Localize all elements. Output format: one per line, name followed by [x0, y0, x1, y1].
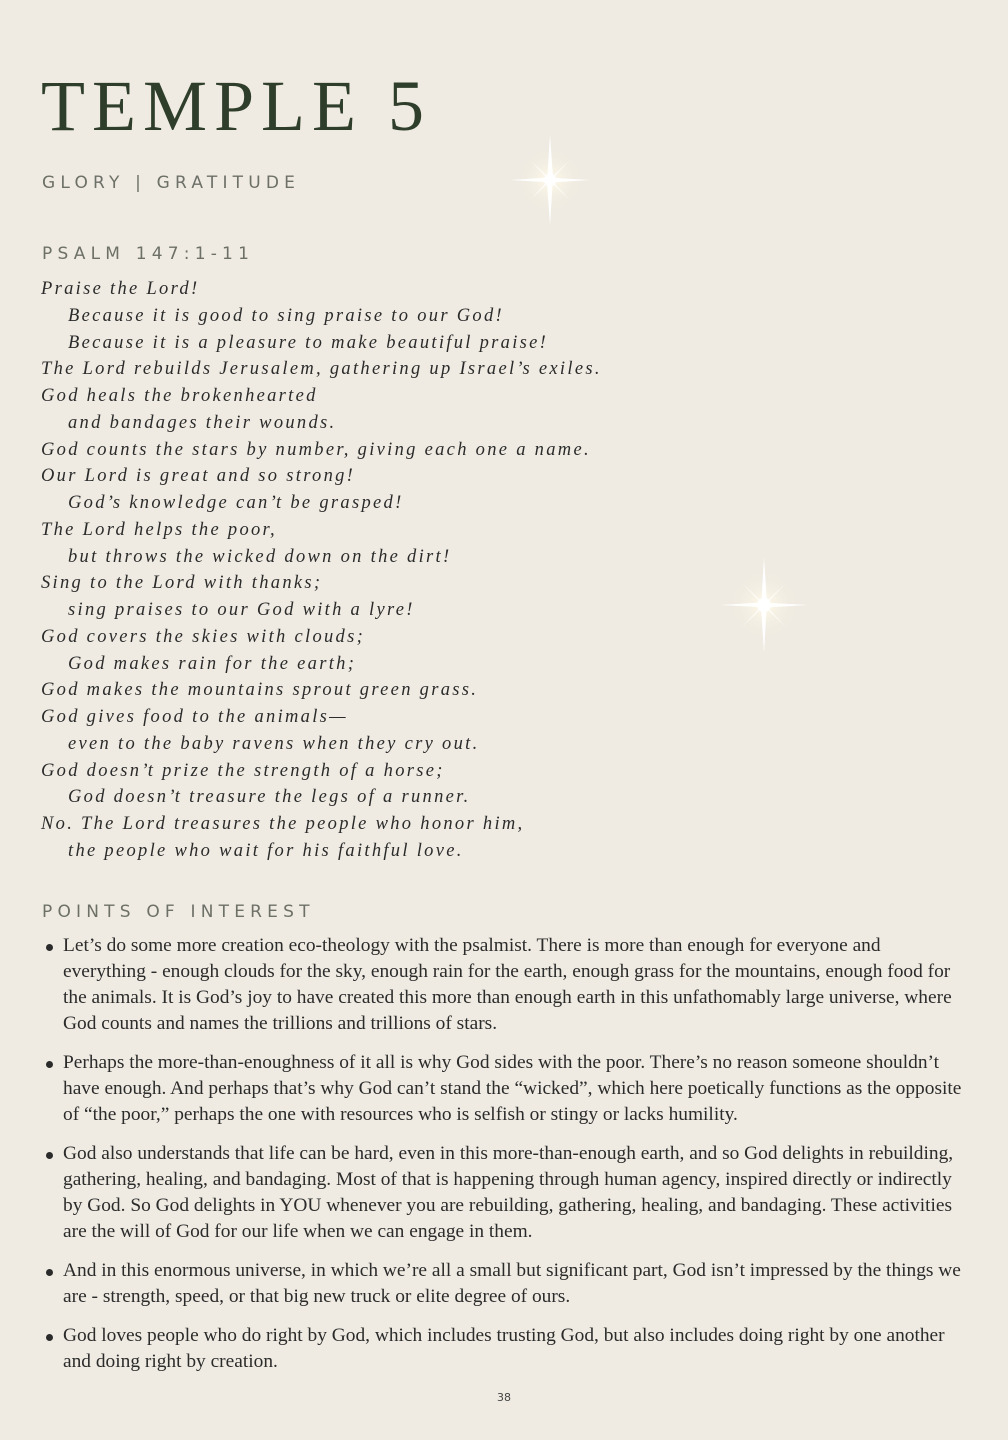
- psalm-line: The Lord rebuilds Jerusalem, gathering up Israel’s exiles.: [41, 359, 602, 380]
- points-of-interest-list: [63, 933, 968, 1388]
- psalm-line: God’s knowledge can’t be grasped!: [68, 493, 404, 513]
- bullet-icon: [46, 1152, 53, 1159]
- psalm-line: God makes rain for the earth;: [68, 653, 357, 674]
- psalm-line: God counts the stars by number, giving each one a name.: [41, 439, 591, 460]
- psalm-line: even to the baby ravens when they cry out.: [68, 733, 480, 754]
- psalm-line: Sing to the Lord with thanks;: [41, 573, 323, 594]
- psalm-line: God doesn’t treasure the legs of a runner.: [68, 787, 471, 808]
- list-item-text: God loves people who do right by God, which includes trusting God, but also includes doing right by one another and doing right by creation.: [63, 1325, 945, 1372]
- psalm-line: God heals the brokenhearted: [41, 386, 318, 406]
- bullet-icon: [46, 1061, 53, 1068]
- list-item-text: Let’s do some more creation eco-theology with the psalmist. There is more than enough for everyone and everything - enough clouds for the sky, enough rain for the earth, enough grass for the mountains, enough food for the animals. It is God’s joy to have created this more than enough earth in this unfathomably large universe, where God counts and names the trillions and trillions of stars.: [63, 935, 952, 1034]
- list-item: [63, 1050, 968, 1128]
- psalm-line: the people who wait for his faithful love.: [68, 840, 464, 861]
- page-number: 38: [497, 1391, 511, 1404]
- psalm-text: [41, 276, 602, 865]
- psalm-line: God covers the skies with clouds;: [41, 626, 366, 647]
- psalm-line: God doesn’t prize the strength of a horse;: [41, 760, 445, 781]
- page-subtitle: GLORY | GRATITUDE: [42, 173, 301, 193]
- sparkle-star-icon: [694, 535, 834, 675]
- psalm-line: Because it is good to sing praise to our God!: [68, 305, 504, 326]
- list-item: [63, 1323, 968, 1375]
- psalm-line: Because it is a pleasure to make beautiful praise!: [68, 332, 549, 353]
- list-item: [63, 933, 968, 1037]
- psalm-line: Praise the Lord!: [41, 279, 200, 299]
- points-of-interest-heading: POINTS OF INTEREST: [42, 902, 315, 922]
- list-item-text: And in this enormous universe, in which we’re all a small but significant part, God isn’t impressed by the things we are - strength, speed, or that big new truck or elite degree of ours.: [63, 1260, 961, 1307]
- psalm-line: God gives food to the animals—: [41, 707, 348, 727]
- psalm-line: but throws the wicked down on the dirt!: [68, 546, 452, 567]
- list-item: [63, 1258, 968, 1310]
- list-item-text: Perhaps the more-than-enoughness of it all is why God sides with the poor. There’s no reason someone shouldn’t have enough. And perhaps that’s why God can’t stand the “wicked”, which here poetically functions as the opposite of “the poor,” perhaps the one with resources who is selfish or stingy or lacks humility.: [63, 1052, 962, 1125]
- bullet-icon: [46, 944, 53, 951]
- psalm-line: Our Lord is great and so strong!: [41, 466, 356, 487]
- list-item-text: God also understands that life can be hard, even in this more-than-enough earth, and so God delights in rebuilding, gathering, healing, and bandaging. Most of that is happening through human agency, inspired directly or indirectly by God. So God delights in YOU whenever you are rebuilding, gathering, healing, and bandaging. These activities are the will of God for our life when we can engage in them.: [63, 1143, 954, 1242]
- page-title: TEMPLE 5: [41, 66, 431, 146]
- psalm-line: The Lord helps the poor,: [41, 519, 277, 540]
- bullet-icon: [46, 1269, 53, 1276]
- psalm-line: sing praises to our God with a lyre!: [68, 600, 415, 620]
- list-item: [63, 1141, 968, 1245]
- bullet-icon: [46, 1334, 53, 1341]
- psalm-heading: PSALM 147:1-11: [42, 244, 255, 264]
- psalm-line: No. The Lord treasures the people who honor him,: [41, 814, 525, 834]
- psalm-line: and bandages their wounds.: [68, 412, 337, 433]
- sparkle-star-icon: [480, 110, 620, 250]
- psalm-line: God makes the mountains sprout green grass.: [41, 680, 479, 701]
